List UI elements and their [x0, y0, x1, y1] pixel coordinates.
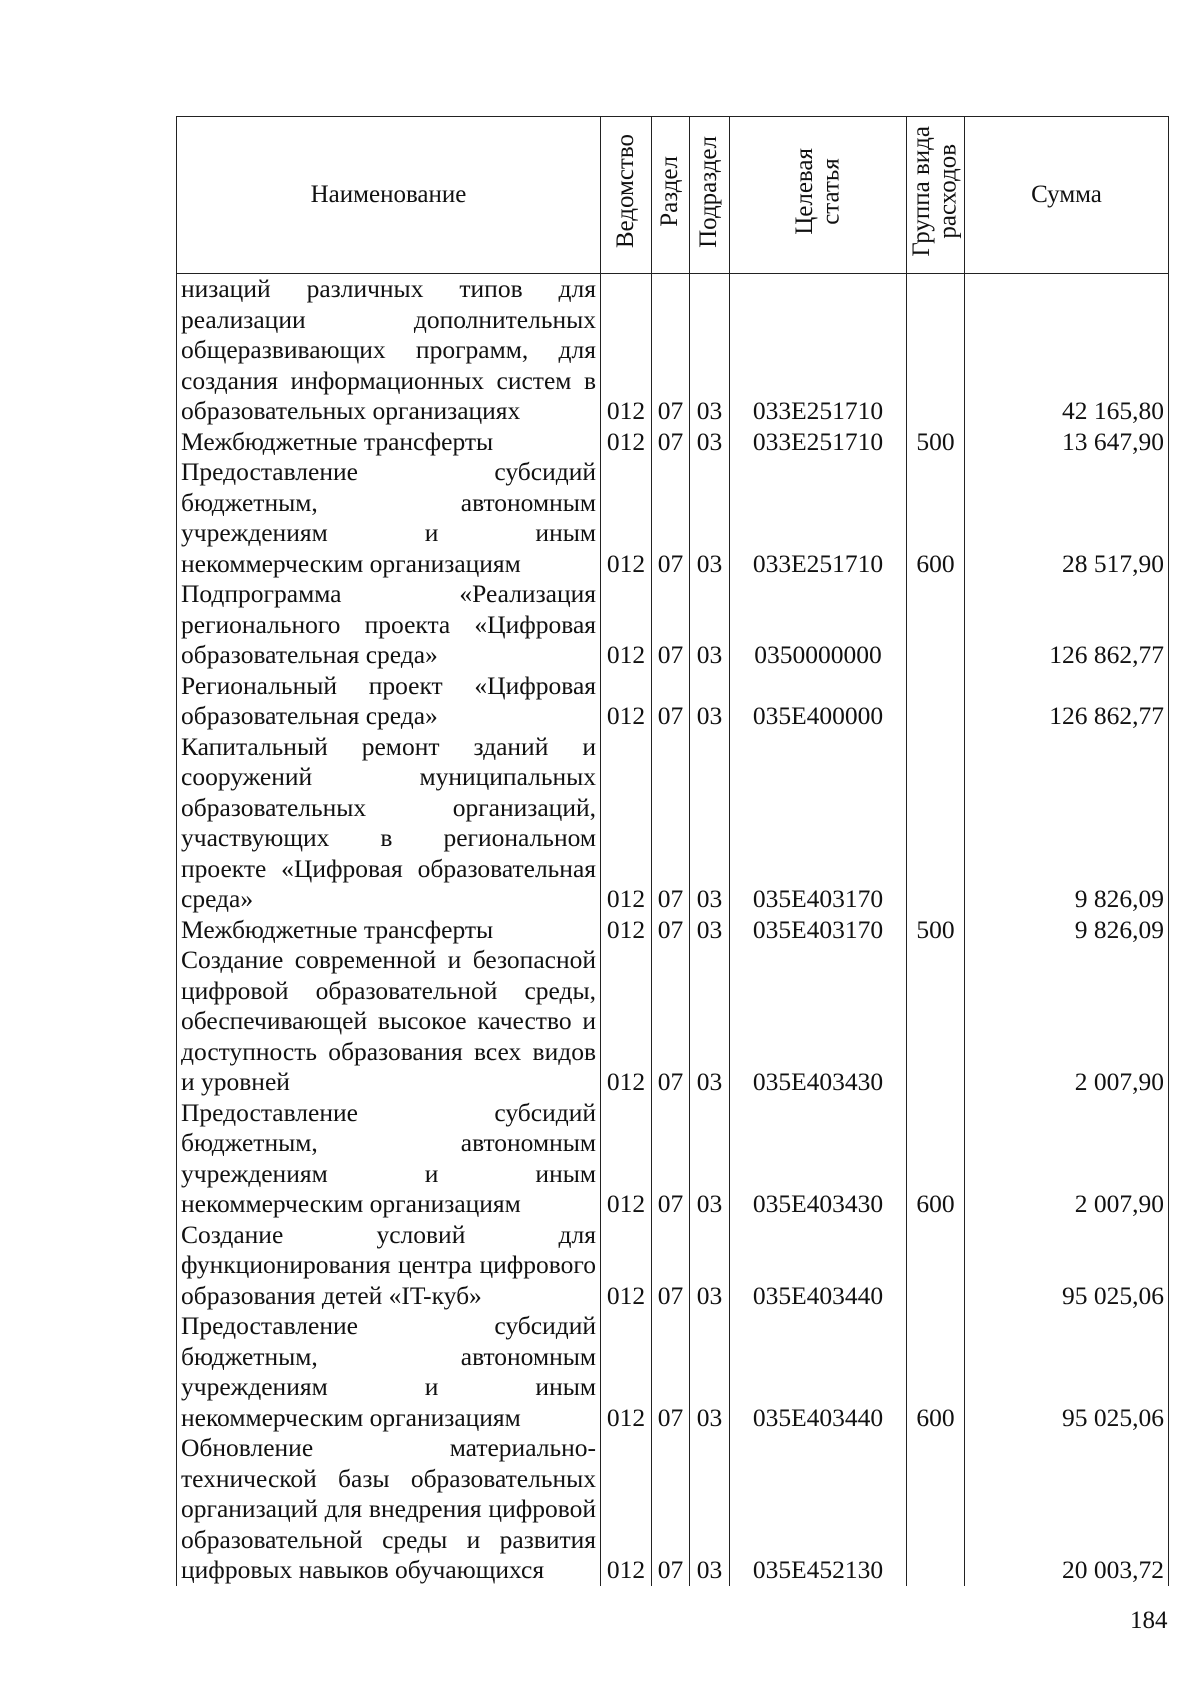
cell-dept: 012 — [601, 1098, 652, 1220]
table-row — [177, 671, 1169, 732]
cell-target: 0350000000 — [730, 579, 907, 671]
cell-dept: 012 — [601, 671, 652, 732]
cell-target: 035Е452130 — [730, 1433, 907, 1586]
cell-subsection: 03 — [690, 1311, 730, 1433]
cell-section: 07 — [652, 945, 690, 1098]
table-row — [177, 732, 1169, 915]
cell-sum: 95 025,06 — [965, 1220, 1169, 1312]
cell-dept: 012 — [601, 915, 652, 946]
cell-dept: 012 — [601, 1220, 652, 1312]
cell-subsection: 03 — [690, 427, 730, 458]
cell-section: 07 — [652, 274, 690, 427]
cell-section: 07 — [652, 1311, 690, 1433]
cell-section: 07 — [652, 1433, 690, 1586]
cell-subsection: 03 — [690, 579, 730, 671]
cell-dept: 012 — [601, 1311, 652, 1433]
header-subsection: Подраздел — [690, 117, 730, 274]
cell-group — [907, 579, 965, 671]
cell-name: Региональный проект «Цифровая образовательная среда» — [177, 671, 601, 732]
cell-dept: 012 — [601, 457, 652, 579]
cell-group — [907, 945, 965, 1098]
cell-group: 500 — [907, 915, 965, 946]
header-name: Наименование — [177, 117, 601, 274]
cell-target: 035Е403430 — [730, 1098, 907, 1220]
table-header-row — [177, 117, 1169, 274]
cell-subsection: 03 — [690, 671, 730, 732]
cell-dept: 012 — [601, 732, 652, 915]
cell-sum: 126 862,77 — [965, 671, 1169, 732]
cell-dept: 012 — [601, 579, 652, 671]
cell-target: 035Е403440 — [730, 1220, 907, 1312]
cell-section: 07 — [652, 671, 690, 732]
table-row — [177, 579, 1169, 671]
cell-subsection: 03 — [690, 915, 730, 946]
cell-group — [907, 732, 965, 915]
cell-target: 035Е403170 — [730, 732, 907, 915]
cell-dept: 012 — [601, 274, 652, 427]
cell-group — [907, 671, 965, 732]
cell-sum: 9 826,09 — [965, 915, 1169, 946]
cell-section: 07 — [652, 915, 690, 946]
cell-section: 07 — [652, 457, 690, 579]
cell-section: 07 — [652, 732, 690, 915]
cell-group: 600 — [907, 1311, 965, 1433]
cell-sum: 42 165,80 — [965, 274, 1169, 427]
cell-target: 035Е403440 — [730, 1311, 907, 1433]
table-row — [177, 274, 1169, 427]
cell-sum: 2 007,90 — [965, 1098, 1169, 1220]
cell-dept: 012 — [601, 945, 652, 1098]
cell-group: 600 — [907, 457, 965, 579]
header-section: Раздел — [652, 117, 690, 274]
cell-sum: 20 003,72 — [965, 1433, 1169, 1586]
cell-subsection: 03 — [690, 945, 730, 1098]
cell-name: Обновление материально-технической базы образовательных организаций для внедрения цифровой образовательной среды и развития цифровых навыков обучающихся — [177, 1433, 601, 1586]
table-row — [177, 1433, 1169, 1586]
cell-name: Капитальный ремонт зданий и сооружений муниципальных образовательных организаций, участвующих в региональном проекте «Цифровая образовательная среда» — [177, 732, 601, 915]
cell-section: 07 — [652, 427, 690, 458]
cell-name: Создание условий для функционирования центра цифрового образования детей «IT-куб» — [177, 1220, 601, 1312]
cell-section: 07 — [652, 1220, 690, 1312]
cell-subsection: 03 — [690, 732, 730, 915]
cell-section: 07 — [652, 579, 690, 671]
cell-name: Подпрограмма «Реализация регионального проекта «Цифровая образовательная среда» — [177, 579, 601, 671]
cell-name: Создание современной и безопасной цифровой образовательной среды, обеспечивающей высокое качество и доступность образования всех видов и уровней — [177, 945, 601, 1098]
table-row — [177, 457, 1169, 579]
table-row — [177, 1311, 1169, 1433]
budget-table — [176, 116, 1169, 1586]
cell-sum: 13 647,90 — [965, 427, 1169, 458]
table-row — [177, 1220, 1169, 1312]
cell-dept: 012 — [601, 1433, 652, 1586]
cell-subsection: 03 — [690, 1433, 730, 1586]
cell-sum: 28 517,90 — [965, 457, 1169, 579]
cell-group: 500 — [907, 427, 965, 458]
cell-name: низаций различных типов для реализации дополнительных общеразвивающих программ, для создания информационных систем в образовательных организациях — [177, 274, 601, 427]
cell-group: 600 — [907, 1098, 965, 1220]
cell-target: 033Е251710 — [730, 457, 907, 579]
cell-sum: 95 025,06 — [965, 1311, 1169, 1433]
table-row — [177, 915, 1169, 946]
cell-sum: 2 007,90 — [965, 945, 1169, 1098]
cell-name: Предоставление субсидий бюджетным, автономным учреждениям и иным некоммерческим организациям — [177, 1311, 601, 1433]
table-body — [177, 274, 1169, 1586]
cell-group — [907, 1220, 965, 1312]
header-sum: Сумма — [965, 117, 1169, 274]
budget-table-container — [176, 116, 1168, 1586]
header-group: Группа вида расходов — [907, 117, 965, 274]
cell-sum: 9 826,09 — [965, 732, 1169, 915]
cell-target: 033Е251710 — [730, 427, 907, 458]
page-number: 184 — [1130, 1607, 1168, 1634]
cell-target: 035Е403170 — [730, 915, 907, 946]
cell-subsection: 03 — [690, 1098, 730, 1220]
cell-target: 035Е400000 — [730, 671, 907, 732]
table-row — [177, 945, 1169, 1098]
cell-group — [907, 274, 965, 427]
cell-dept: 012 — [601, 427, 652, 458]
cell-name: Предоставление субсидий бюджетным, автономным учреждениям и иным некоммерческим организациям — [177, 457, 601, 579]
cell-name: Межбюджетные трансферты — [177, 427, 601, 458]
cell-subsection: 03 — [690, 274, 730, 427]
header-target: Целевая статья — [730, 117, 907, 274]
cell-subsection: 03 — [690, 1220, 730, 1312]
cell-group — [907, 1433, 965, 1586]
cell-subsection: 03 — [690, 457, 730, 579]
cell-sum: 126 862,77 — [965, 579, 1169, 671]
table-row — [177, 1098, 1169, 1220]
cell-target: 035Е403430 — [730, 945, 907, 1098]
table-row — [177, 427, 1169, 458]
cell-section: 07 — [652, 1098, 690, 1220]
cell-name: Межбюджетные трансферты — [177, 915, 601, 946]
header-dept: Ведомство — [601, 117, 652, 274]
cell-name: Предоставление субсидий бюджетным, автономным учреждениям и иным некоммерческим организациям — [177, 1098, 601, 1220]
cell-target: 033Е251710 — [730, 274, 907, 427]
